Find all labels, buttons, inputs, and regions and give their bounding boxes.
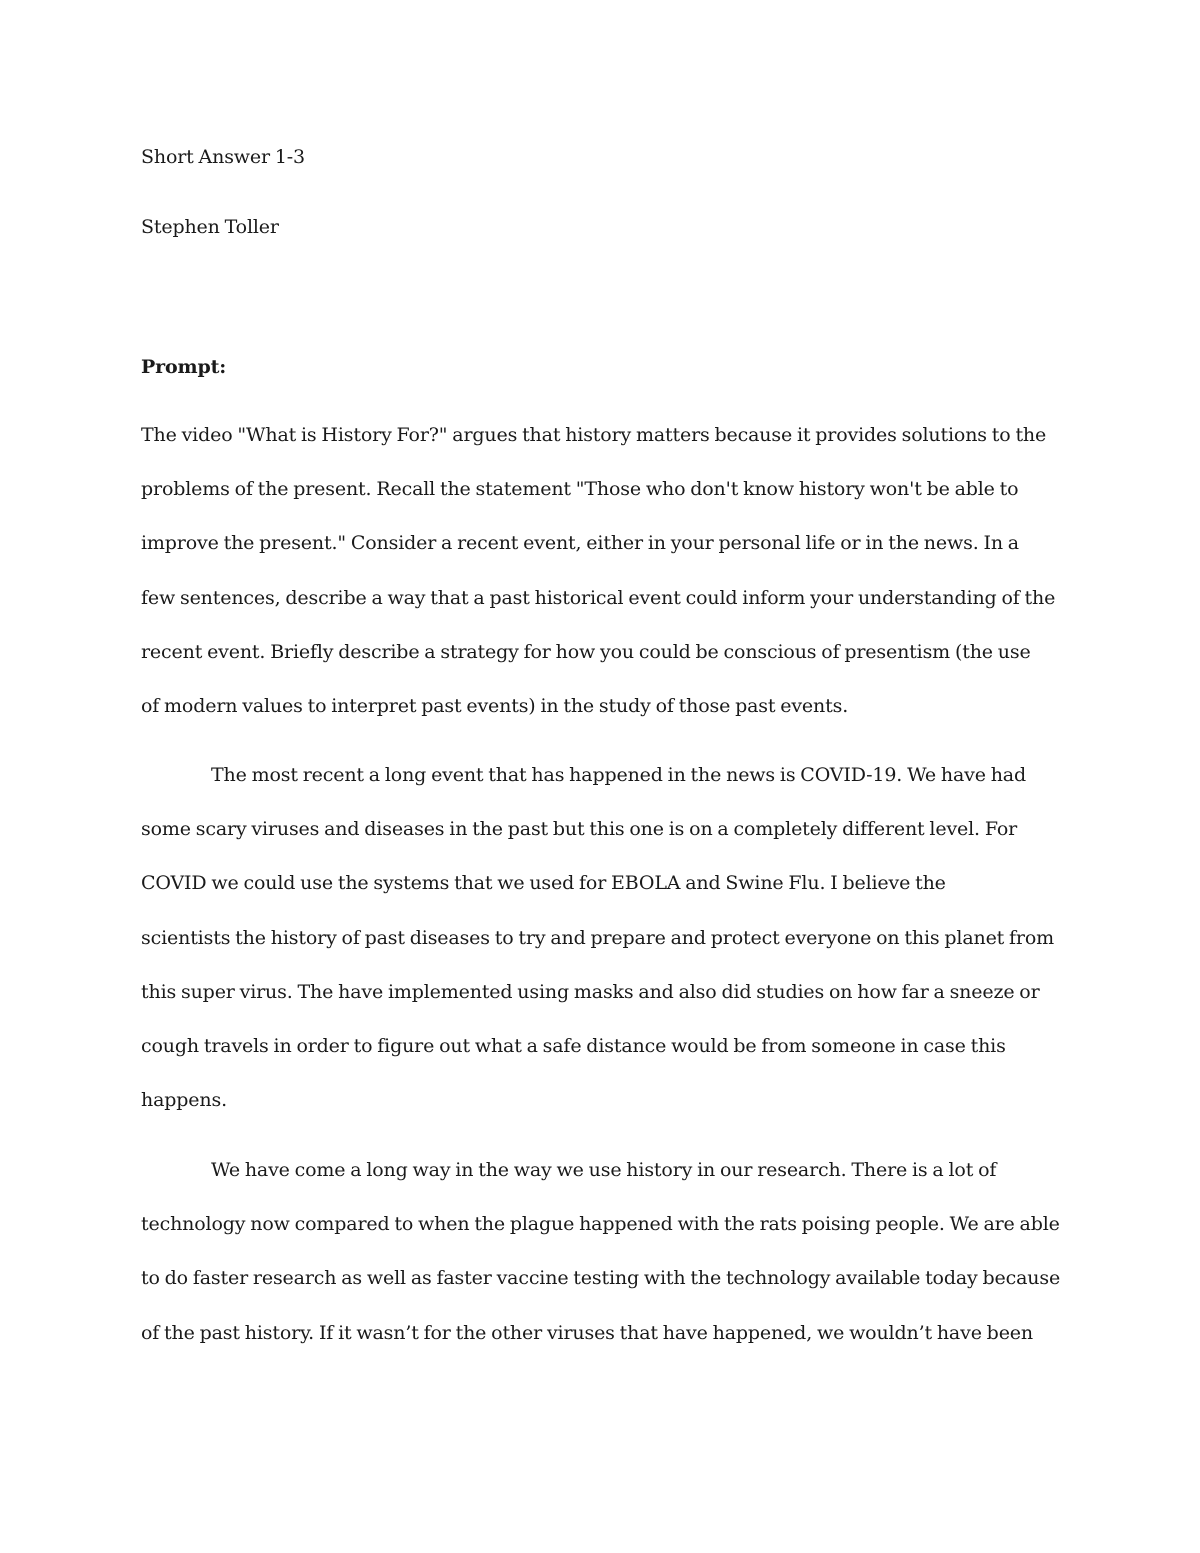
answer-line: COVID we could use the systems that we used for EBOLA and Swine Flu. I believe the xyxy=(141,872,946,895)
answer-line: some scary viruses and diseases in the past but this one is on a completely different level. For xyxy=(141,818,1018,841)
prompt-paragraph xyxy=(141,408,1071,733)
answer-line: this super virus. The have implemented using masks and also did studies on how far a sneeze or xyxy=(141,980,1040,1003)
title-text: Short Answer 1-3 xyxy=(141,146,305,168)
prompt-line: problems of the present. Recall the statement "Those who don't know history won't be able to xyxy=(141,478,1019,501)
answer-line: cough travels in order to figure out what a safe distance would be from someone in case this xyxy=(141,1035,1006,1058)
answer-line: of the past history. If it wasn’t for the other viruses that have happened, we wouldn’t have been xyxy=(141,1321,1033,1344)
author-name xyxy=(141,200,1071,254)
answer-line: The most recent a long event that has happened in the news is COVID-19. We have had xyxy=(211,764,1027,786)
answer-line: scientists the history of past diseases to try and prepare and protect everyone on this planet from xyxy=(141,926,1055,949)
prompt-line: few sentences, describe a way that a past historical event could inform your understanding of the xyxy=(141,586,1056,609)
prompt-line: recent event. Briefly describe a strategy for how you could be conscious of presentism (the use xyxy=(141,640,1031,663)
prompt-line: The video "What is History For?" argues that history matters because it provides solutions to the xyxy=(141,424,1047,446)
answer-line: technology now compared to when the plague happened with the rats poising people. We are able xyxy=(141,1213,1060,1236)
prompt-heading xyxy=(141,340,1071,394)
answer-line: happens. xyxy=(141,1089,227,1112)
document-title xyxy=(141,130,1071,184)
answer-paragraph-1 xyxy=(141,748,1071,1127)
answer-line: to do faster research as well as faster vaccine testing with the technology available today because xyxy=(141,1267,1061,1290)
author-text: Stephen Toller xyxy=(141,216,279,238)
prompt-line: of modern values to interpret past events) in the study of those past events. xyxy=(141,695,849,718)
answer-line: We have come a long way in the way we use history in our research. There is a lot of xyxy=(211,1159,997,1181)
answer-paragraph-2 xyxy=(141,1143,1071,1360)
prompt-heading-text: Prompt: xyxy=(141,356,227,378)
prompt-line: improve the present." Consider a recent event, either in your personal life or in the news. In a xyxy=(141,532,1019,555)
